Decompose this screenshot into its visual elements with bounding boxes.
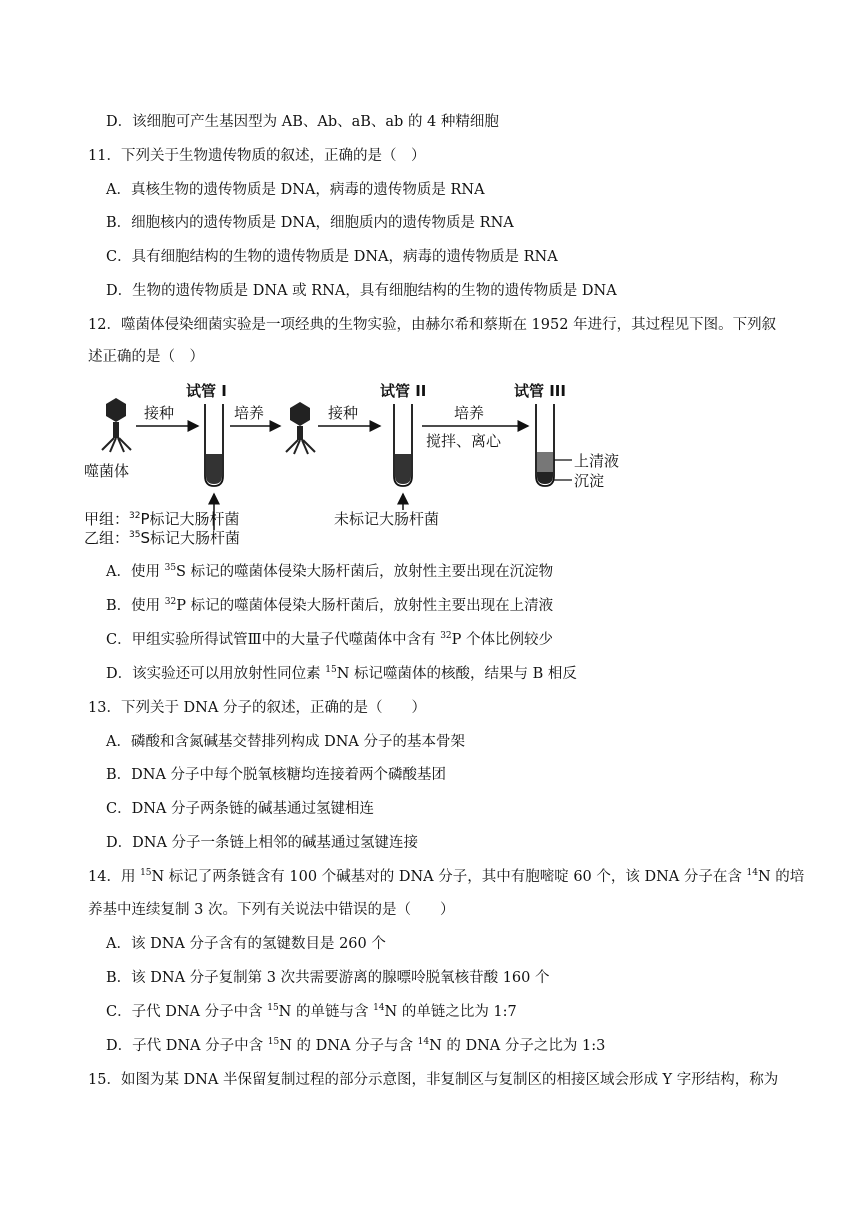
phage-label: 噬菌体 — [84, 462, 130, 480]
q15-stem-line1: 15．如图为某 DNA 半保留复制过程的部分示意图，非复制区与复制区的相接区域会形成 Y 字形结构，称为 — [88, 1072, 779, 1088]
arrow1-label: 接种 — [144, 404, 175, 422]
q11-option-a: A．真核生物的遗传物质是 DNA，病毒的遗传物质是 RNA — [106, 182, 485, 198]
q12-option-b: B．使用 $^{32}$P 标记的噬菌体侵染大肠杆菌后，放射性主要出现在上清液 — [106, 597, 554, 614]
sediment-label: 沉淀 — [574, 472, 605, 490]
q11-option-d: D．生物的遗传物质是 DNA 或 RNA，具有细胞结构的生物的遗传物质是 DNA — [106, 283, 617, 299]
phage-icon — [286, 402, 315, 454]
q12-stem-line2: 述正确的是（ ） — [88, 349, 204, 365]
q14-stem-line2: 养基中连续复制 3 次。下列有关说法中错误的是（ ） — [88, 902, 455, 918]
q12-option-a: A．使用 $^{35}$S 标记的噬菌体侵染大肠杆菌后，放射性主要出现在沉淀物 — [106, 563, 554, 580]
q11-stem: 11．下列关于生物遗传物质的叙述，正确的是（ ） — [88, 148, 426, 164]
q11-option-c: C．具有细胞结构的生物的遗传物质是 DNA，病毒的遗传物质是 RNA — [106, 249, 558, 265]
q14-option-d: D．子代 DNA 分子中含 $^{15}$N 的 DNA 分子与含 $^{14}$N 的 DNA 分子之比为 1:3 — [106, 1037, 606, 1054]
tube2 — [394, 404, 412, 486]
group1-label: 甲组：$^{32}$P标记大肠杆菌 — [84, 510, 240, 528]
phage-icon — [102, 398, 131, 452]
arrow3-label: 接种 — [328, 404, 359, 422]
tube3-label: 试管 III — [514, 382, 566, 400]
supernatant-label: 上清液 — [574, 452, 620, 470]
q13-stem: 13．下列关于 DNA 分子的叙述，正确的是（ ） — [88, 700, 426, 716]
phage-experiment-diagram — [84, 380, 644, 552]
group2-label: 乙组：$^{35}$S标记大肠杆菌 — [84, 529, 240, 547]
unlabeled-ecoli-label: 未标记大肠杆菌 — [334, 510, 440, 528]
q12-option-c: C．甲组实验所得试管Ⅲ中的大量子代噬菌体中含有 $^{32}$P 个体比例较少 — [106, 631, 554, 648]
q14-option-c: C．子代 DNA 分子中含 $^{15}$N 的单链与含 $^{14}$N 的单链之比为 1:7 — [106, 1003, 517, 1020]
q13-option-d: D．DNA 分子一条链上相邻的碱基通过氢键连接 — [106, 835, 419, 851]
q10-option-d: D．该细胞可产生基因型为 AB、Ab、aB、ab 的 4 种精细胞 — [106, 114, 499, 130]
q13-option-b: B．DNA 分子中每个脱氧核糖均连接着两个磷酸基团 — [106, 767, 447, 783]
q12-stem-line1: 12．噬菌体侵染细菌实验是一项经典的生物实验，由赫尔希和蔡斯在 1952 年进行，其过程见下图。下列叙 — [88, 317, 777, 333]
arrow2-label: 培养 — [234, 404, 265, 422]
q13-option-c: C．DNA 分子两条链的碱基通过氢键相连 — [106, 801, 374, 817]
q14-option-b: B．该 DNA 分子复制第 3 次共需要游离的腺嘌呤脱氧核苷酸 160 个 — [106, 970, 550, 986]
q14-stem-line1: 14．用 $^{15}$N 标记了两条链含有 100 个碱基对的 DNA 分子，其中有胞嘧啶 60 个，该 DNA 分子在含 $^{14}$N 的培 — [88, 868, 805, 885]
tube1 — [205, 404, 223, 486]
q13-option-a: A．磷酸和含氮碱基交替排列构成 DNA 分子的基本骨架 — [106, 734, 465, 750]
arrow4-top-label: 培养 — [454, 404, 485, 422]
q12-option-d: D．该实验还可以用放射性同位素 $^{15}$N 标记噬菌体的核酸，结果与 B 相反 — [106, 665, 577, 682]
q11-option-b: B．细胞核内的遗传物质是 DNA，细胞质内的遗传物质是 RNA — [106, 215, 514, 231]
tube1-label: 试管 I — [186, 382, 227, 400]
tube2-label: 试管 II — [380, 382, 427, 400]
tube3 — [536, 404, 554, 486]
q14-option-a: A．该 DNA 分子含有的氢键数目是 260 个 — [106, 936, 386, 952]
arrow4-bottom-label: 搅拌、离心 — [426, 432, 502, 450]
